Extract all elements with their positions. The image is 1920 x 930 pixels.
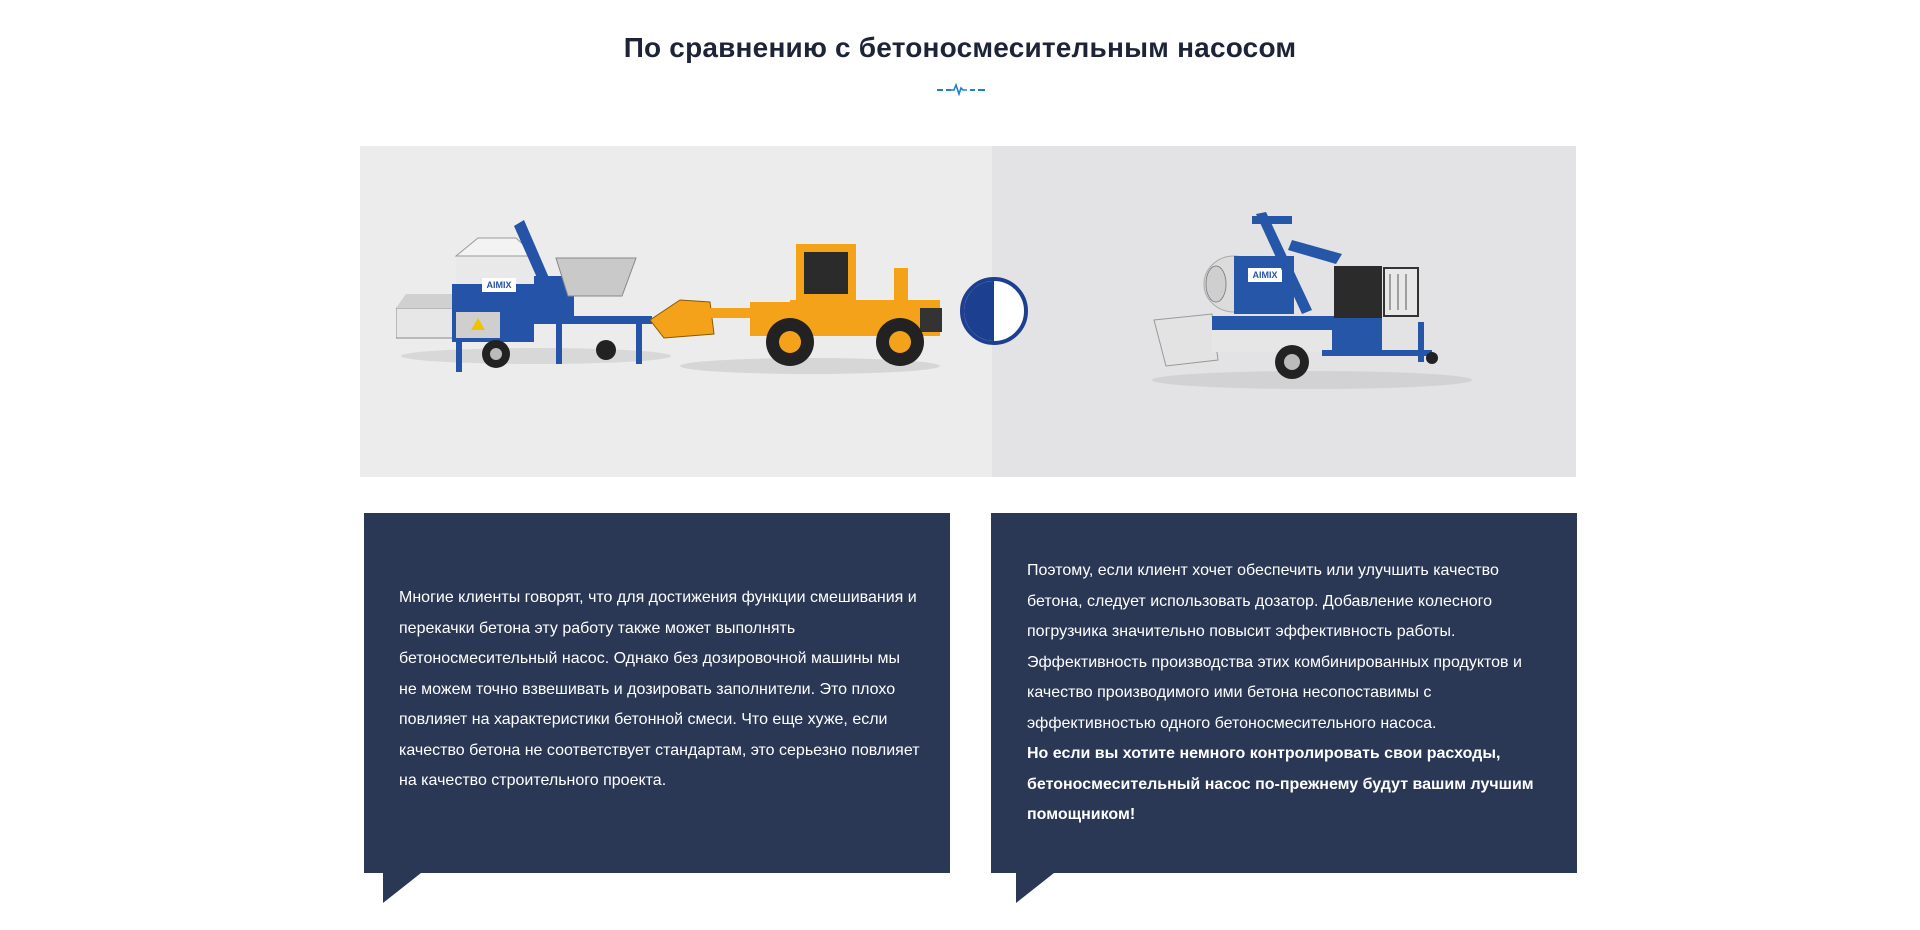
concrete-mixer-pump-image bbox=[1142, 210, 1482, 400]
comparison-divider-icon bbox=[960, 277, 1028, 345]
info-card-right bbox=[991, 513, 1577, 873]
mixer-pump-brand-logo: AIMIX bbox=[1252, 270, 1278, 280]
section-title: По сравнению с бетоносмесительным насосом bbox=[623, 32, 1297, 63]
card-right-strong-text: Но если вы хотите немного контролировать свои расходы, бетоносмесительный насос по-прежнему будут вашим лучшим помощником! bbox=[1027, 745, 1534, 823]
card-right-text: Поэтому, если клиент хочет обеспечить или улучшить качество бетона, следует использовать дозатор. Добавление колесного погрузчика значительно повысит эффективность работы. Эффективность производства этих комбинированных продуктов и качество производимого ими бетона несопоставимы с эффективностью одного бетоносмесительного насоса. bbox=[1027, 562, 1522, 732]
pulse-line-icon bbox=[937, 82, 985, 96]
speech-tail-icon bbox=[1016, 873, 1054, 903]
batching-brand-logo: AIMIX bbox=[486, 280, 512, 290]
batching-pump-machine-image bbox=[396, 216, 686, 376]
info-card-left bbox=[364, 513, 950, 873]
wheel-loader-image bbox=[650, 238, 950, 388]
panel-batching-plant-and-loader bbox=[360, 146, 992, 477]
card-left-text: Многие клиенты говорят, что для достижения функции смешивания и перекачки бетона эту работу также может выполнять бетоносмесительный насос. Однако без дозировочной машины мы не можем точно взвешивать и дозировать заполнители. Это плохо повлияет на характеристики бетонной смеси. Что еще хуже, если качество бетона не соответствует стандартам, это серьезно повлияет на качество строительного проекта. bbox=[399, 589, 920, 789]
speech-tail-icon bbox=[383, 873, 421, 903]
comparison-banner bbox=[360, 146, 1576, 477]
panel-mixer-pump bbox=[992, 146, 1576, 477]
